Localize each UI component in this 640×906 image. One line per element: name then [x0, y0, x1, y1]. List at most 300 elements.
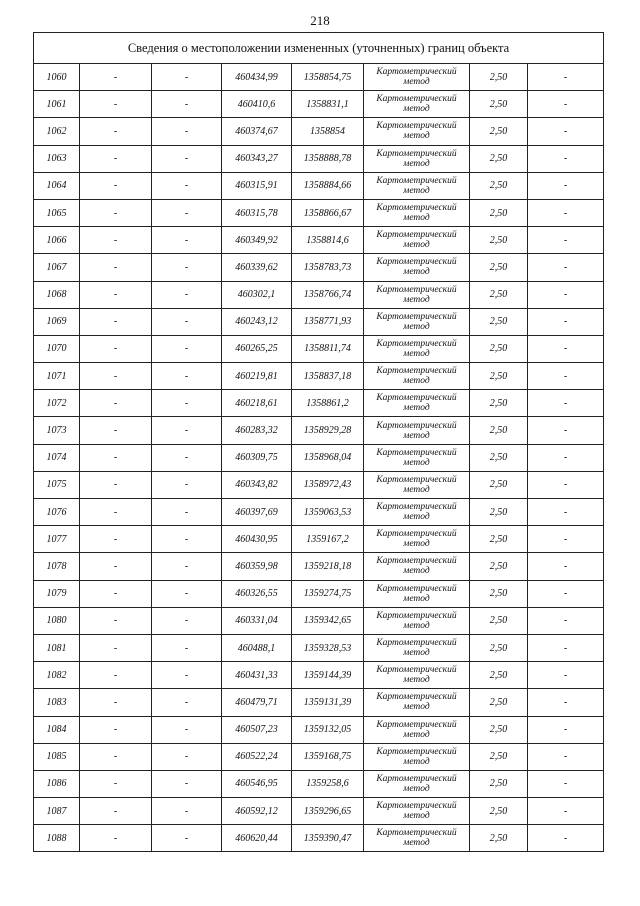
point-number-cell: 1071 — [34, 363, 80, 390]
empty-dash-cell: - — [80, 770, 152, 797]
method-line-1: Картометрический — [376, 610, 457, 621]
method-line-2: метод — [403, 593, 430, 604]
point-number-cell: 1076 — [34, 499, 80, 526]
empty-dash-cell: - — [80, 227, 152, 254]
empty-dash-cell: - — [528, 662, 604, 689]
empty-dash-cell: - — [152, 526, 222, 553]
method-cell — [364, 770, 470, 797]
point-number-cell: 1068 — [34, 281, 80, 308]
method-line-2: метод — [403, 838, 430, 849]
table-row — [34, 471, 604, 498]
empty-dash-cell: - — [80, 118, 152, 145]
y-coordinate-cell: 1358884,66 — [292, 172, 364, 199]
point-number-cell: 1073 — [34, 417, 80, 444]
x-coordinate-cell: 460283,32 — [222, 417, 292, 444]
point-number-cell: 1069 — [34, 308, 80, 335]
empty-dash-cell: - — [80, 91, 152, 118]
table-row — [34, 308, 604, 335]
point-number-cell: 1079 — [34, 580, 80, 607]
method-cell — [364, 743, 470, 770]
table-row — [34, 825, 604, 852]
method-line-1: Картометрический — [376, 94, 457, 105]
empty-dash-cell: - — [152, 444, 222, 471]
table-row — [34, 553, 604, 580]
point-number-cell: 1075 — [34, 471, 80, 498]
y-coordinate-cell: 1359218,18 — [292, 553, 364, 580]
empty-dash-cell: - — [80, 580, 152, 607]
x-coordinate-cell: 460410,6 — [222, 91, 292, 118]
method-cell — [364, 607, 470, 634]
empty-dash-cell: - — [80, 444, 152, 471]
accuracy-cell: 2,50 — [470, 227, 528, 254]
table-row — [34, 770, 604, 797]
empty-dash-cell: - — [528, 172, 604, 199]
empty-dash-cell: - — [152, 580, 222, 607]
empty-dash-cell: - — [152, 553, 222, 580]
x-coordinate-cell: 460374,67 — [222, 118, 292, 145]
empty-dash-cell: - — [528, 825, 604, 852]
empty-dash-cell: - — [528, 417, 604, 444]
empty-dash-cell: - — [152, 281, 222, 308]
y-coordinate-cell: 1358771,93 — [292, 308, 364, 335]
empty-dash-cell: - — [528, 634, 604, 661]
method-line-1: Картометрический — [376, 556, 457, 567]
empty-dash-cell: - — [528, 471, 604, 498]
y-coordinate-cell: 1359342,65 — [292, 607, 364, 634]
method-cell — [364, 526, 470, 553]
empty-dash-cell: - — [152, 308, 222, 335]
method-cell — [364, 64, 470, 91]
empty-dash-cell: - — [80, 743, 152, 770]
method-line-1: Картометрический — [376, 828, 457, 839]
empty-dash-cell: - — [152, 798, 222, 825]
point-number-cell: 1084 — [34, 716, 80, 743]
method-line-1: Картометрический — [376, 801, 457, 812]
x-coordinate-cell: 460331,04 — [222, 607, 292, 634]
empty-dash-cell: - — [80, 335, 152, 362]
method-cell — [364, 716, 470, 743]
point-number-cell: 1061 — [34, 91, 80, 118]
method-cell — [364, 689, 470, 716]
x-coordinate-cell: 460326,55 — [222, 580, 292, 607]
method-cell — [364, 444, 470, 471]
table-row — [34, 335, 604, 362]
empty-dash-cell: - — [80, 417, 152, 444]
method-line-2: метод — [403, 756, 430, 767]
method-line-2: метод — [403, 811, 430, 822]
method-line-2: метод — [403, 484, 430, 495]
method-cell — [364, 580, 470, 607]
table-body — [34, 64, 604, 852]
empty-dash-cell: - — [80, 308, 152, 335]
method-cell — [364, 335, 470, 362]
empty-dash-cell: - — [152, 607, 222, 634]
empty-dash-cell: - — [80, 662, 152, 689]
y-coordinate-cell: 1359131,39 — [292, 689, 364, 716]
empty-dash-cell: - — [80, 199, 152, 226]
empty-dash-cell: - — [152, 634, 222, 661]
x-coordinate-cell: 460431,33 — [222, 662, 292, 689]
accuracy-cell: 2,50 — [470, 743, 528, 770]
accuracy-cell: 2,50 — [470, 363, 528, 390]
y-coordinate-cell: 1358929,28 — [292, 417, 364, 444]
method-line-2: метод — [403, 457, 430, 468]
accuracy-cell: 2,50 — [470, 444, 528, 471]
page-number: 218 — [310, 13, 330, 28]
method-line-2: метод — [403, 213, 430, 224]
method-cell — [364, 91, 470, 118]
method-line-1: Картометрический — [376, 583, 457, 594]
accuracy-cell: 2,50 — [470, 118, 528, 145]
accuracy-cell: 2,50 — [470, 417, 528, 444]
x-coordinate-cell: 460243,12 — [222, 308, 292, 335]
empty-dash-cell: - — [152, 499, 222, 526]
method-cell — [364, 281, 470, 308]
y-coordinate-cell: 1359144,39 — [292, 662, 364, 689]
method-line-1: Картометрический — [376, 257, 457, 268]
table-heading: Сведения о местоположении измененных (уточненных) границ объекта — [34, 33, 604, 64]
accuracy-cell: 2,50 — [470, 553, 528, 580]
method-line-1: Картометрический — [376, 719, 457, 730]
method-line-2: метод — [403, 729, 430, 740]
method-line-1: Картометрический — [376, 638, 457, 649]
table-row — [34, 417, 604, 444]
method-line-2: метод — [403, 403, 430, 414]
point-number-cell: 1085 — [34, 743, 80, 770]
table-row — [34, 499, 604, 526]
empty-dash-cell: - — [80, 281, 152, 308]
y-coordinate-cell: 1358831,1 — [292, 91, 364, 118]
method-line-2: метод — [403, 104, 430, 115]
point-number-cell: 1062 — [34, 118, 80, 145]
method-cell — [364, 254, 470, 281]
method-line-1: Картометрический — [376, 203, 457, 214]
table-row — [34, 526, 604, 553]
boundary-table — [33, 32, 604, 852]
empty-dash-cell: - — [528, 743, 604, 770]
x-coordinate-cell: 460620,44 — [222, 825, 292, 852]
empty-dash-cell: - — [152, 390, 222, 417]
accuracy-cell: 2,50 — [470, 689, 528, 716]
empty-dash-cell: - — [80, 798, 152, 825]
accuracy-cell: 2,50 — [470, 798, 528, 825]
empty-dash-cell: - — [80, 526, 152, 553]
y-coordinate-cell: 1359258,6 — [292, 770, 364, 797]
accuracy-cell: 2,50 — [470, 390, 528, 417]
empty-dash-cell: - — [152, 227, 222, 254]
empty-dash-cell: - — [528, 308, 604, 335]
y-coordinate-cell: 1358766,74 — [292, 281, 364, 308]
method-line-1: Картометрический — [376, 338, 457, 349]
method-line-2: метод — [403, 675, 430, 686]
x-coordinate-cell: 460343,82 — [222, 471, 292, 498]
empty-dash-cell: - — [80, 716, 152, 743]
empty-dash-cell: - — [80, 825, 152, 852]
empty-dash-cell: - — [152, 471, 222, 498]
y-coordinate-cell: 1358866,67 — [292, 199, 364, 226]
method-line-1: Картометрический — [376, 420, 457, 431]
x-coordinate-cell: 460397,69 — [222, 499, 292, 526]
table-row — [34, 662, 604, 689]
method-line-2: метод — [403, 648, 430, 659]
method-line-2: метод — [403, 566, 430, 577]
method-line-2: метод — [403, 185, 430, 196]
empty-dash-cell: - — [528, 199, 604, 226]
accuracy-cell: 2,50 — [470, 254, 528, 281]
empty-dash-cell: - — [528, 281, 604, 308]
method-line-1: Картометрический — [376, 67, 457, 78]
table-row — [34, 363, 604, 390]
table-row — [34, 227, 604, 254]
empty-dash-cell: - — [152, 825, 222, 852]
empty-dash-cell: - — [152, 662, 222, 689]
empty-dash-cell: - — [152, 118, 222, 145]
empty-dash-cell: - — [152, 335, 222, 362]
accuracy-cell: 2,50 — [470, 526, 528, 553]
table-row — [34, 390, 604, 417]
method-cell — [364, 634, 470, 661]
x-coordinate-cell: 460430,95 — [222, 526, 292, 553]
empty-dash-cell: - — [80, 64, 152, 91]
empty-dash-cell: - — [528, 798, 604, 825]
y-coordinate-cell: 1359167,2 — [292, 526, 364, 553]
method-line-2: метод — [403, 321, 430, 332]
method-line-2: метод — [403, 620, 430, 631]
empty-dash-cell: - — [528, 363, 604, 390]
point-number-cell: 1081 — [34, 634, 80, 661]
method-cell — [364, 662, 470, 689]
table-row — [34, 689, 604, 716]
x-coordinate-cell: 460339,62 — [222, 254, 292, 281]
y-coordinate-cell: 1358861,2 — [292, 390, 364, 417]
point-number-cell: 1064 — [34, 172, 80, 199]
y-coordinate-cell: 1358814,6 — [292, 227, 364, 254]
table-row — [34, 634, 604, 661]
empty-dash-cell: - — [528, 145, 604, 172]
point-number-cell: 1077 — [34, 526, 80, 553]
method-line-1: Картометрический — [376, 175, 457, 186]
empty-dash-cell: - — [80, 363, 152, 390]
method-line-1: Картометрический — [376, 230, 457, 241]
method-line-1: Картометрический — [376, 366, 457, 377]
empty-dash-cell: - — [528, 254, 604, 281]
method-cell — [364, 308, 470, 335]
y-coordinate-cell: 1359168,75 — [292, 743, 364, 770]
point-number-cell: 1066 — [34, 227, 80, 254]
accuracy-cell: 2,50 — [470, 64, 528, 91]
empty-dash-cell: - — [528, 91, 604, 118]
point-number-cell: 1072 — [34, 390, 80, 417]
y-coordinate-cell: 1359132,05 — [292, 716, 364, 743]
accuracy-cell: 2,50 — [470, 308, 528, 335]
accuracy-cell: 2,50 — [470, 199, 528, 226]
method-line-1: Картометрический — [376, 311, 457, 322]
x-coordinate-cell: 460522,24 — [222, 743, 292, 770]
point-number-cell: 1063 — [34, 145, 80, 172]
empty-dash-cell: - — [152, 689, 222, 716]
table-row — [34, 607, 604, 634]
empty-dash-cell: - — [152, 64, 222, 91]
accuracy-cell: 2,50 — [470, 471, 528, 498]
y-coordinate-cell: 1358972,43 — [292, 471, 364, 498]
accuracy-cell: 2,50 — [470, 499, 528, 526]
method-line-1: Картометрический — [376, 746, 457, 757]
method-line-1: Картометрический — [376, 502, 457, 513]
method-cell — [364, 553, 470, 580]
y-coordinate-cell: 1358783,73 — [292, 254, 364, 281]
table-row — [34, 798, 604, 825]
empty-dash-cell: - — [80, 254, 152, 281]
method-line-2: метод — [403, 783, 430, 794]
empty-dash-cell: - — [152, 363, 222, 390]
table-row — [34, 254, 604, 281]
x-coordinate-cell: 460359,98 — [222, 553, 292, 580]
y-coordinate-cell: 1358811,74 — [292, 335, 364, 362]
empty-dash-cell: - — [80, 172, 152, 199]
method-cell — [364, 499, 470, 526]
table-row — [34, 281, 604, 308]
method-line-1: Картометрический — [376, 121, 457, 132]
empty-dash-cell: - — [528, 689, 604, 716]
method-cell — [364, 227, 470, 254]
y-coordinate-cell: 1358854 — [292, 118, 364, 145]
y-coordinate-cell: 1358968,04 — [292, 444, 364, 471]
empty-dash-cell: - — [528, 118, 604, 145]
empty-dash-cell: - — [152, 199, 222, 226]
empty-dash-cell: - — [152, 91, 222, 118]
method-cell — [364, 417, 470, 444]
y-coordinate-cell: 1358837,18 — [292, 363, 364, 390]
accuracy-cell: 2,50 — [470, 662, 528, 689]
accuracy-cell: 2,50 — [470, 281, 528, 308]
accuracy-cell: 2,50 — [470, 145, 528, 172]
empty-dash-cell: - — [528, 716, 604, 743]
table-row — [34, 199, 604, 226]
point-number-cell: 1065 — [34, 199, 80, 226]
empty-dash-cell: - — [152, 770, 222, 797]
empty-dash-cell: - — [152, 145, 222, 172]
table-row — [34, 172, 604, 199]
accuracy-cell: 2,50 — [470, 335, 528, 362]
empty-dash-cell: - — [80, 634, 152, 661]
method-line-2: метод — [403, 240, 430, 251]
empty-dash-cell: - — [528, 499, 604, 526]
empty-dash-cell: - — [528, 64, 604, 91]
empty-dash-cell: - — [80, 607, 152, 634]
method-line-1: Картометрический — [376, 284, 457, 295]
x-coordinate-cell: 460488,1 — [222, 634, 292, 661]
accuracy-cell: 2,50 — [470, 634, 528, 661]
empty-dash-cell: - — [528, 770, 604, 797]
empty-dash-cell: - — [80, 689, 152, 716]
x-coordinate-cell: 460349,92 — [222, 227, 292, 254]
method-line-2: метод — [403, 702, 430, 713]
method-cell — [364, 118, 470, 145]
method-cell — [364, 199, 470, 226]
empty-dash-cell: - — [528, 580, 604, 607]
method-line-1: Картометрический — [376, 773, 457, 784]
y-coordinate-cell: 1359296,65 — [292, 798, 364, 825]
empty-dash-cell: - — [528, 607, 604, 634]
empty-dash-cell: - — [152, 417, 222, 444]
method-line-2: метод — [403, 430, 430, 441]
method-line-1: Картометрический — [376, 474, 457, 485]
point-number-cell: 1088 — [34, 825, 80, 852]
point-number-cell: 1070 — [34, 335, 80, 362]
empty-dash-cell: - — [80, 471, 152, 498]
method-line-2: метод — [403, 158, 430, 169]
empty-dash-cell: - — [80, 390, 152, 417]
empty-dash-cell: - — [152, 743, 222, 770]
method-cell — [364, 172, 470, 199]
empty-dash-cell: - — [152, 254, 222, 281]
x-coordinate-cell: 460507,23 — [222, 716, 292, 743]
method-line-2: метод — [403, 131, 430, 142]
method-line-2: метод — [403, 348, 430, 359]
point-number-cell: 1060 — [34, 64, 80, 91]
point-number-cell: 1087 — [34, 798, 80, 825]
empty-dash-cell: - — [528, 444, 604, 471]
method-line-1: Картометрический — [376, 393, 457, 404]
y-coordinate-cell: 1359328,53 — [292, 634, 364, 661]
method-line-2: метод — [403, 539, 430, 550]
point-number-cell: 1067 — [34, 254, 80, 281]
method-line-1: Картометрический — [376, 447, 457, 458]
accuracy-cell: 2,50 — [470, 580, 528, 607]
method-cell — [364, 825, 470, 852]
x-coordinate-cell: 460265,25 — [222, 335, 292, 362]
method-line-1: Картометрический — [376, 665, 457, 676]
accuracy-cell: 2,50 — [470, 825, 528, 852]
empty-dash-cell: - — [528, 390, 604, 417]
x-coordinate-cell: 460343,27 — [222, 145, 292, 172]
accuracy-cell: 2,50 — [470, 607, 528, 634]
empty-dash-cell: - — [80, 145, 152, 172]
empty-dash-cell: - — [528, 335, 604, 362]
x-coordinate-cell: 460434,99 — [222, 64, 292, 91]
table-row — [34, 716, 604, 743]
method-line-2: метод — [403, 376, 430, 387]
empty-dash-cell: - — [528, 227, 604, 254]
x-coordinate-cell: 460546,95 — [222, 770, 292, 797]
x-coordinate-cell: 460302,1 — [222, 281, 292, 308]
table-row — [34, 580, 604, 607]
table-row — [34, 145, 604, 172]
empty-dash-cell: - — [528, 526, 604, 553]
point-number-cell: 1080 — [34, 607, 80, 634]
x-coordinate-cell: 460315,78 — [222, 199, 292, 226]
method-line-1: Картометрический — [376, 529, 457, 540]
empty-dash-cell: - — [80, 499, 152, 526]
accuracy-cell: 2,50 — [470, 91, 528, 118]
empty-dash-cell: - — [152, 716, 222, 743]
method-line-2: метод — [403, 294, 430, 305]
method-line-2: метод — [403, 77, 430, 88]
y-coordinate-cell: 1359390,47 — [292, 825, 364, 852]
accuracy-cell: 2,50 — [470, 716, 528, 743]
method-cell — [364, 390, 470, 417]
table-row — [34, 118, 604, 145]
method-cell — [364, 798, 470, 825]
empty-dash-cell: - — [80, 553, 152, 580]
method-line-2: метод — [403, 267, 430, 278]
method-cell — [364, 363, 470, 390]
method-line-1: Картометрический — [376, 148, 457, 159]
x-coordinate-cell: 460479,71 — [222, 689, 292, 716]
accuracy-cell: 2,50 — [470, 172, 528, 199]
point-number-cell: 1083 — [34, 689, 80, 716]
point-number-cell: 1086 — [34, 770, 80, 797]
